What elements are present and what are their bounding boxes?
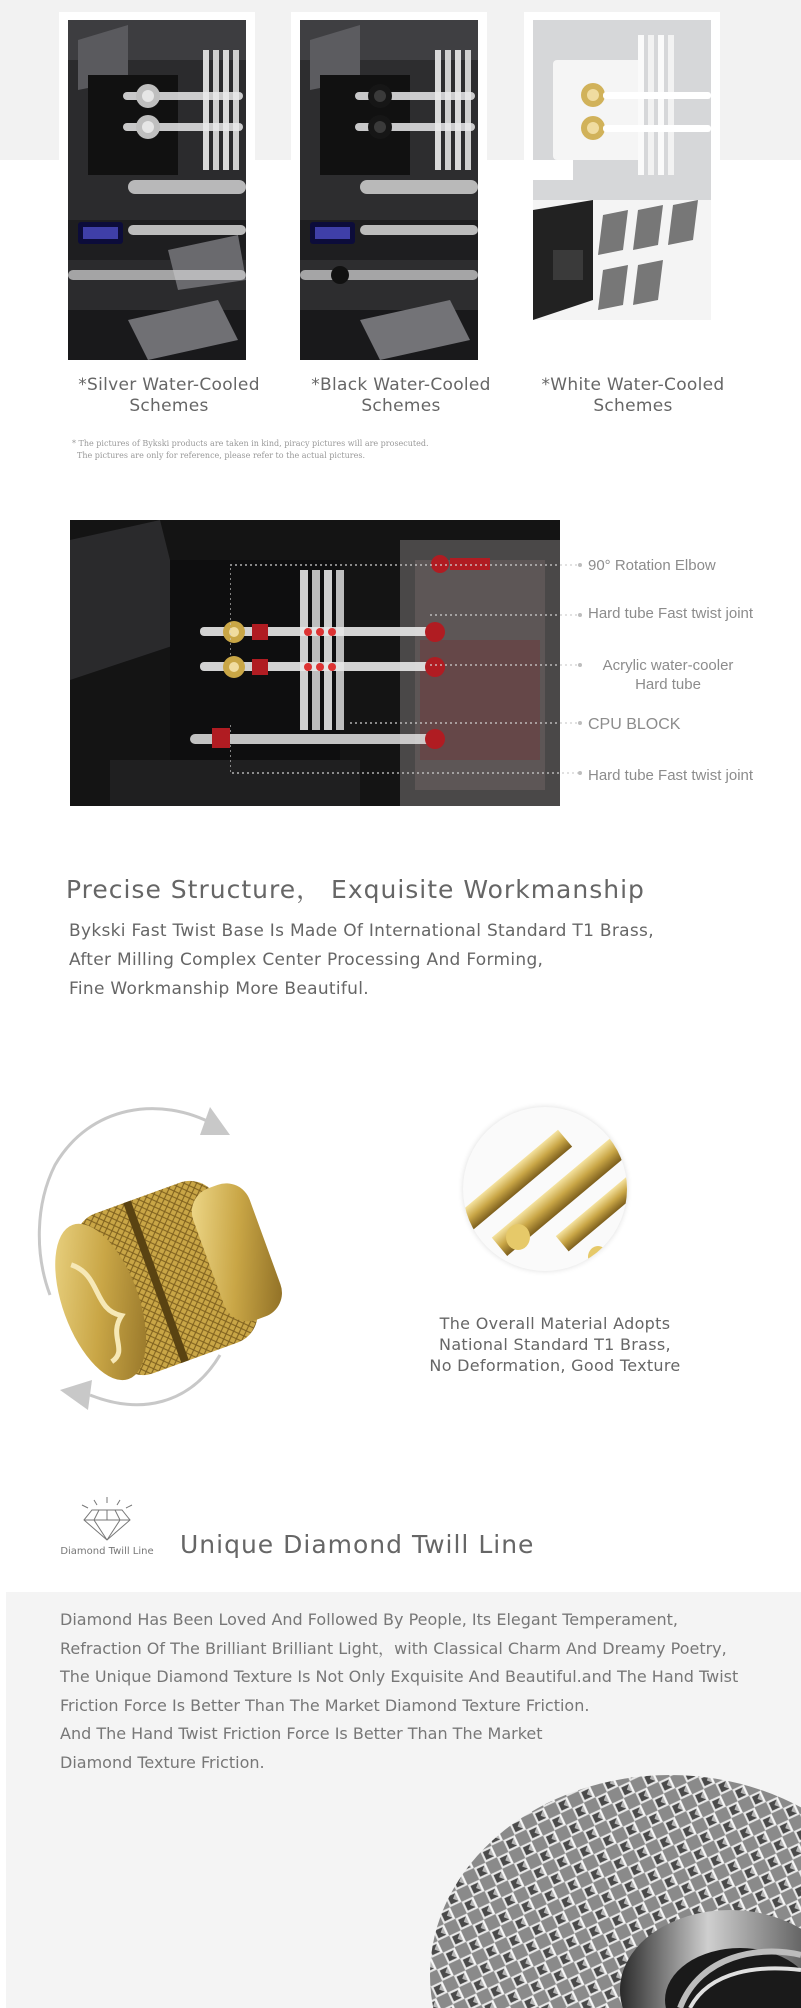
material-line: The Overall Material Adopts (439, 1314, 671, 1333)
diamond-title: Unique Diamond Twill Line (180, 1530, 535, 1559)
diamond-icon (72, 1495, 142, 1545)
black-scheme-photo (300, 20, 478, 360)
diamond-line: Refraction Of The Brilliant Brilliant Light，with Classical Charm And Dreamy Poetry, (60, 1638, 727, 1658)
brass-rods-image (463, 1107, 627, 1271)
caption-line: Schemes (593, 396, 673, 416)
diamond-line: Diamond Has Been Loved And Followed By People, Its Elegant Temperament, (60, 1610, 678, 1629)
callout-line: Acrylic water-cooler (602, 657, 734, 674)
body-line: Bykski Fast Twist Base Is Made Of International Standard T1 Brass, (69, 921, 654, 941)
silver-scheme-photo (68, 20, 246, 360)
caption-line: *White Water-Cooled (541, 375, 725, 395)
white-scheme-photo (533, 20, 711, 360)
silver-scheme-card (59, 12, 255, 367)
body-line: After Milling Complex Center Processing And Forming, (69, 950, 544, 970)
callout-fast-twist-joint-2: Hard tube Fast twist joint (588, 767, 754, 784)
callout-line: Hard tube (635, 676, 701, 693)
body-line: Fine Workmanship More Beautiful. (69, 979, 369, 999)
caption-line: *Silver Water-Cooled (78, 375, 260, 395)
white-scheme-caption (518, 375, 748, 417)
diamond-description (60, 1606, 738, 1777)
precise-structure-title: Precise Structure， Exquisite Workmanship (66, 875, 645, 904)
callout-rotation-elbow: 90° Rotation Elbow (588, 557, 716, 574)
white-scheme-card (524, 12, 720, 367)
caption-line: Schemes (129, 396, 209, 416)
diamond-line: The Unique Diamond Texture Is Not Only Exquisite And Beautiful.and The Hand Twist (60, 1667, 739, 1686)
material-description (410, 1313, 700, 1376)
material-line: National Standard T1 Brass, (439, 1335, 671, 1354)
callout-acrylic-hard-tube (588, 656, 748, 694)
material-line: No Deformation, Good Texture (429, 1356, 681, 1375)
disclaimer-line: The pictures are only for reference, please refer to the actual pictures. (77, 451, 365, 460)
black-scheme-card (291, 12, 487, 367)
silver-scheme-caption (54, 375, 284, 417)
diamond-line: Diamond Texture Friction. (60, 1752, 265, 1772)
callout-cpu-block: CPU BLOCK (588, 716, 681, 733)
precise-structure-body (69, 917, 654, 1004)
callout-fast-twist-joint: Hard tube Fast twist joint (588, 605, 754, 622)
diamond-twill-badge: Diamond Twill Line (60, 1546, 154, 1557)
callout-lines (230, 555, 585, 785)
diamond-line: And The Hand Twist Friction Force Is Better Than The Market (60, 1724, 543, 1743)
disclaimer (72, 438, 429, 462)
disclaimer-line: * The pictures of Bykski products are taken in kind, piracy pictures will are prosecuted. (72, 439, 429, 448)
diamond-line: Friction Force Is Better Than The Market Diamond Texture Friction. (60, 1695, 590, 1715)
knurled-fitting-image (400, 1755, 801, 2008)
black-scheme-caption (286, 375, 516, 417)
caption-line: Schemes (361, 396, 441, 416)
brass-fitting-image (30, 1085, 300, 1425)
caption-line: *Black Water-Cooled (311, 375, 491, 395)
